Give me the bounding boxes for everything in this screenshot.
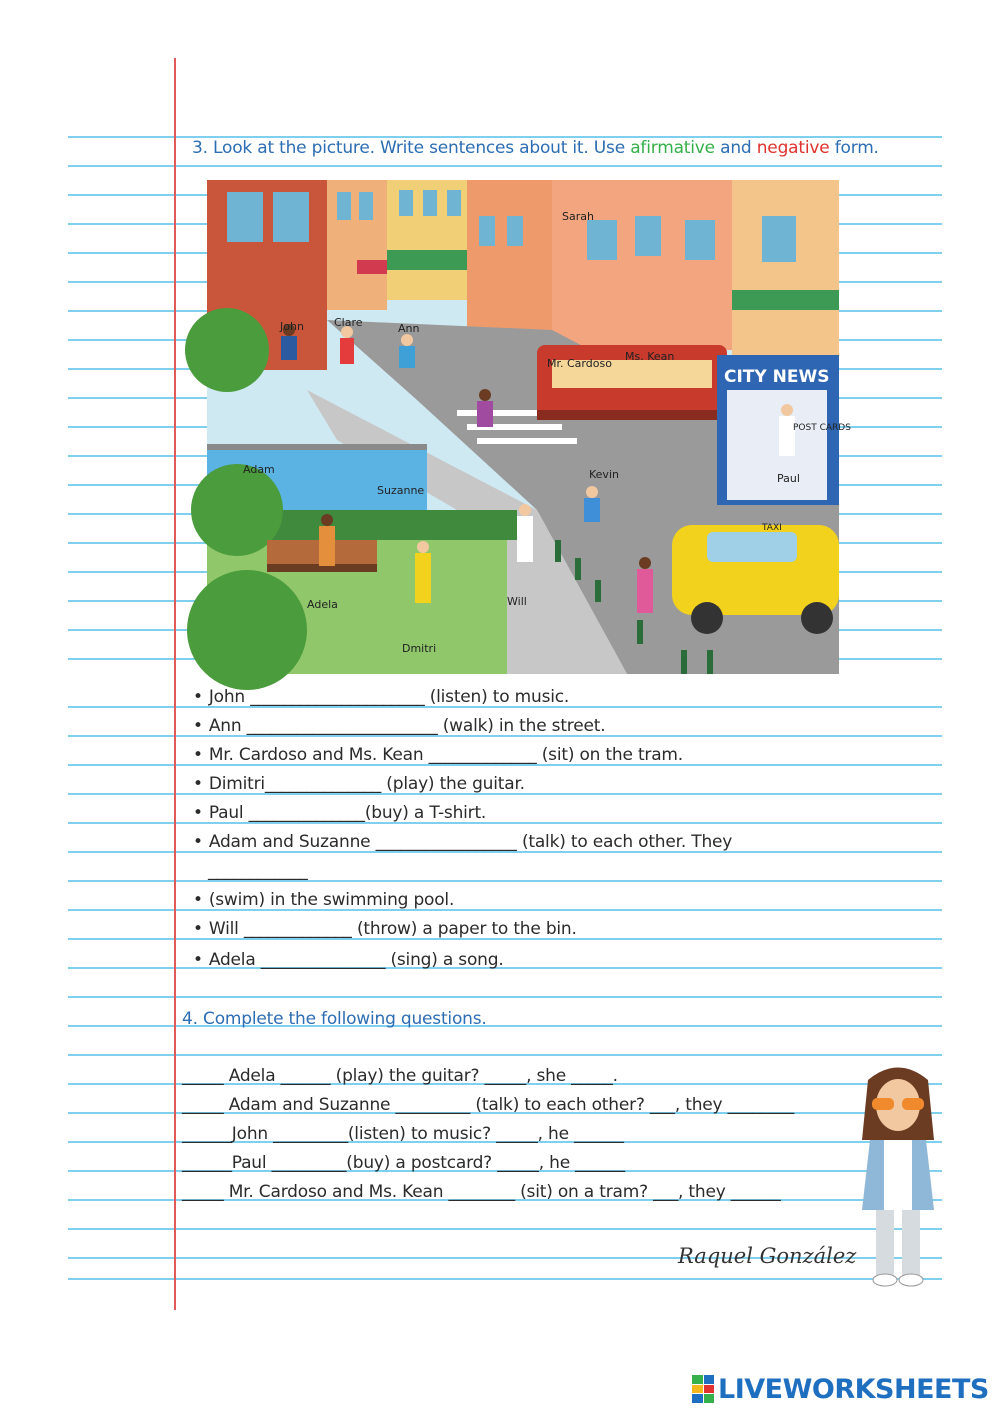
building-right <box>732 180 839 355</box>
sentence-3: • Mr. Cardoso and Ms. Kean _____________ (sit) on the tram. <box>193 745 683 765</box>
sentence-2: • Ann _______________________ (walk) in the street. <box>193 716 605 736</box>
label-kevin: Kevin <box>589 468 619 481</box>
question-5: _____ Mr. Cardoso and Ms. Kean ________ (sit) on a tram? ___, they ______ <box>182 1182 781 1202</box>
street-scene-picture <box>207 180 851 674</box>
word-and: and <box>720 138 752 158</box>
heading-instruction: 3. Look at the picture. Write sentences about it. Use <box>192 138 625 158</box>
sentence-7: • (swim) in the swimming pool. <box>193 890 454 910</box>
margin-line <box>174 58 176 1310</box>
logo-text: LIVEWORKSHEETS <box>718 1373 989 1405</box>
label-dmitri: Dmitri <box>402 642 437 655</box>
label-mr-cardoso: Mr. Cardoso <box>547 357 612 370</box>
sentence-1: • John _____________________ (listen) to music. <box>193 687 569 707</box>
sentence-5: • Paul ______________(buy) a T-shirt. <box>193 803 486 823</box>
sentence-9: • Adela _______________ (sing) a song. <box>193 950 504 970</box>
label-adela: Adela <box>307 598 338 611</box>
label-sarah: Sarah <box>562 210 594 223</box>
label-ann: Ann <box>398 322 420 335</box>
street-scene-illustration <box>207 180 851 674</box>
label-post-cards: POST CARDS <box>793 423 851 433</box>
logo-icon <box>692 1375 714 1403</box>
label-clare: Clare <box>334 316 363 329</box>
building-4 <box>467 180 557 330</box>
sentence-8: • Will _____________ (throw) a paper to the bin. <box>193 919 577 939</box>
exercise-4-heading: 4. Complete the following questions. <box>182 1009 487 1029</box>
rule-line <box>68 1228 942 1230</box>
sentence-6: • Adam and Suzanne _________________ (talk) to each other. They <box>193 832 732 852</box>
building-main <box>552 180 732 350</box>
exercise-3-heading <box>192 138 879 158</box>
label-will: Will <box>507 595 527 608</box>
liveworksheets-logo[interactable] <box>692 1373 989 1405</box>
label-city-news: CITY NEWS <box>724 367 830 387</box>
label-ms-kean: Ms. Kean <box>625 350 675 363</box>
word-affirmative: afirmative <box>630 138 715 158</box>
rule-line <box>68 1278 942 1280</box>
rule-line <box>68 996 942 998</box>
signature: Raquel González <box>678 1244 857 1268</box>
question-4: ______Paul _________(buy) a postcard? _____, he ______ <box>182 1153 625 1173</box>
building-2 <box>327 180 387 310</box>
rule-line <box>68 1054 942 1056</box>
rule-line <box>68 165 942 167</box>
question-3: ______John _________(listen) to music? _____, he ______ <box>182 1124 624 1144</box>
question-2: _____ Adam and Suzanne _________ (talk) to each other? ___, they ________ <box>182 1095 794 1115</box>
label-paul: Paul <box>777 472 800 485</box>
word-negative: negative <box>756 138 830 158</box>
label-suzanne: Suzanne <box>377 484 425 497</box>
sentence-6-blank: ____________ <box>208 861 308 881</box>
label-taxi: TAXI <box>762 523 782 533</box>
label-john: John <box>280 320 304 333</box>
label-adam: Adam <box>243 463 275 476</box>
sentence-4: • Dimitri______________ (play) the guitar. <box>193 774 525 794</box>
rule-line <box>68 880 942 882</box>
teacher-avatar <box>848 1060 948 1290</box>
question-1: _____ Adela ______ (play) the guitar? _____, she _____. <box>182 1066 618 1086</box>
word-form: form. <box>834 138 879 158</box>
